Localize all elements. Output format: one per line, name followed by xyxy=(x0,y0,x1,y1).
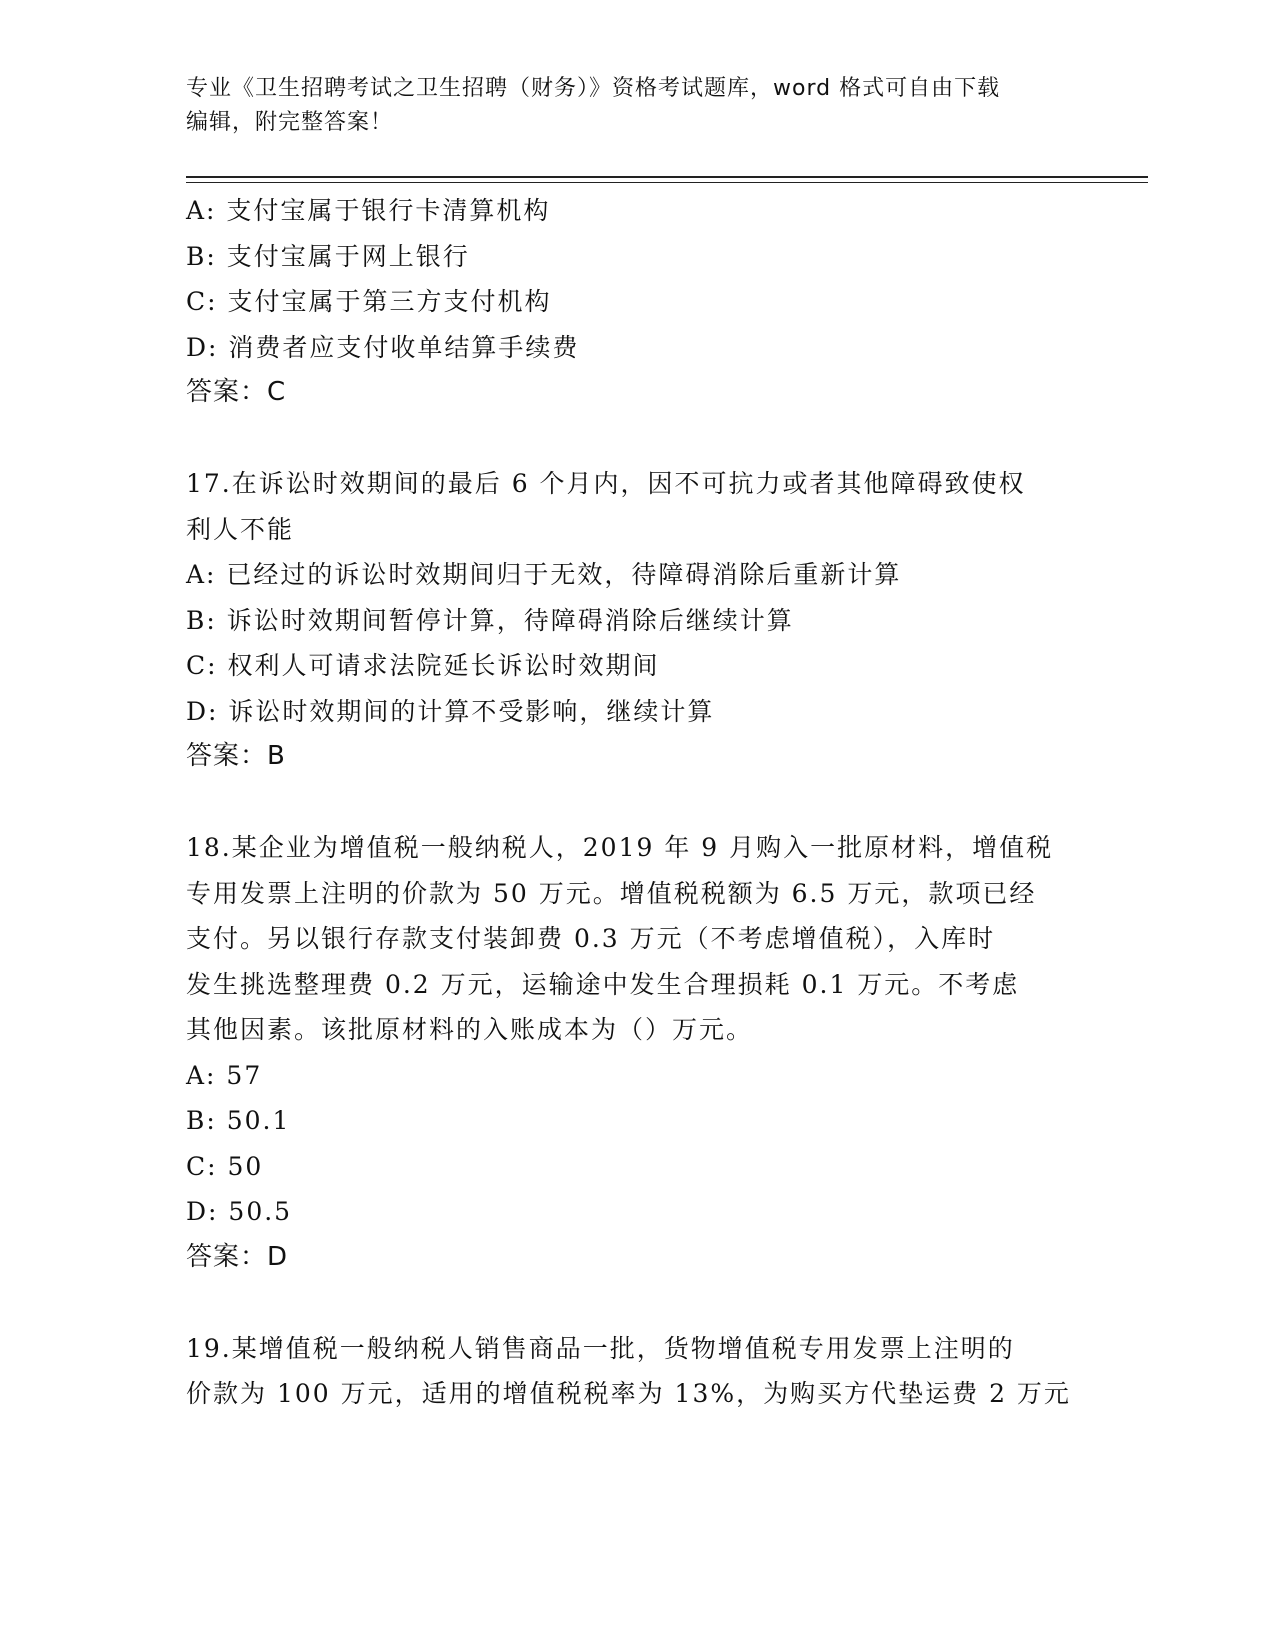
answer: 答案：D xyxy=(186,1241,289,1272)
option-a: A: 支付宝属于银行卡清算机构 xyxy=(186,196,551,225)
question-19 xyxy=(186,1326,1086,1417)
question-text-line: 支付。另以银行存款支付装卸费 0.3 万元（不考虑增值税），入库时 xyxy=(186,924,996,953)
option-b: B: 支付宝属于网上银行 xyxy=(186,241,470,271)
option-b: B: 50.1 xyxy=(186,1106,291,1135)
answer: 答案：B xyxy=(186,741,286,771)
option-d: D: 消费者应支付收单结算手续费 xyxy=(186,332,580,362)
option-d: D: 诉讼时效期间的计算不受影响，继续计算 xyxy=(186,696,715,726)
question-text-line: 18.某企业为增值税一般纳税人，2019 年 9 月购入一批原材料，增值税 xyxy=(186,833,1054,862)
document-header xyxy=(186,72,1076,140)
question-text-line: 其他因素。该批原材料的入账成本为（）万元。 xyxy=(186,1015,754,1044)
header-rule-thin xyxy=(186,182,1148,183)
question-text-line: 19.某增值税一般纳税人销售商品一批，货物增值税专用发票上注明的 xyxy=(186,1333,1015,1363)
question-18 xyxy=(186,825,1086,1280)
option-a: A: 已经过的诉讼时效期间归于无效，待障碍消除后重新计算 xyxy=(186,560,902,589)
spacer xyxy=(186,416,1086,462)
answer: 答案：C xyxy=(186,377,287,407)
option-c: C: 权利人可请求法院延长诉讼时效期间 xyxy=(186,651,660,680)
option-a: A: 57 xyxy=(186,1060,263,1090)
header-rule-thick xyxy=(186,176,1148,178)
question-text-line: 专用发票上注明的价款为 50 万元。增值税税额为 6.5 万元，款项已经 xyxy=(186,878,1037,908)
header-line-2: 编辑，附完整答案！ xyxy=(186,110,394,135)
question-16 xyxy=(186,188,1086,416)
option-b: B: 诉讼时效期间暂停计算，待障碍消除后继续计算 xyxy=(186,605,794,635)
document-body xyxy=(186,188,1086,1417)
question-text-line: 价款为 100 万元，适用的增值税税率为 13%，为购买方代垫运费 2 万元 xyxy=(186,1379,1071,1408)
spacer xyxy=(186,1280,1086,1326)
option-c: C: 50 xyxy=(186,1151,264,1181)
option-d: D: 50.5 xyxy=(186,1197,293,1226)
spacer xyxy=(186,780,1086,826)
option-c: C: 支付宝属于第三方支付机构 xyxy=(186,287,552,316)
question-text-line: 17.在诉讼时效期间的最后 6 个月内，因不可抗力或者其他障碍致使权 xyxy=(186,469,1026,498)
question-17 xyxy=(186,461,1086,780)
question-text-line: 利人不能 xyxy=(186,514,295,544)
header-line-1: 专业《卫生招聘考试之卫生招聘（财务）》资格考试题库，word 格式可自由下载 xyxy=(186,76,1001,101)
question-text-line: 发生挑选整理费 0.2 万元，运输途中发生合理损耗 0.1 万元。不考虑 xyxy=(186,969,1020,999)
